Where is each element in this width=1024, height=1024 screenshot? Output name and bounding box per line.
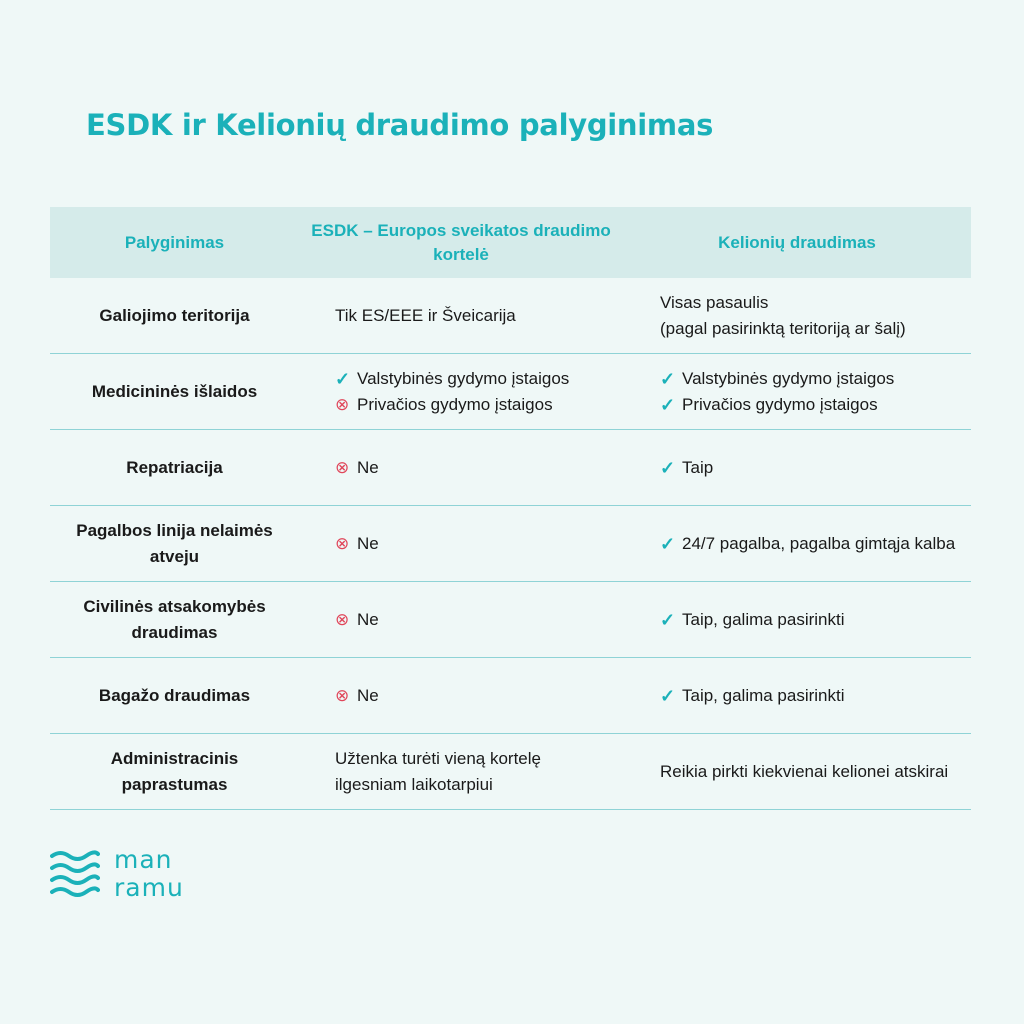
table-body [50,278,971,810]
cell-text: Užtenka turėti vieną kortelę ilgesniam laikotarpiui [335,748,541,794]
cell-line [335,531,613,557]
cross-circle-icon: ⊗ [335,394,350,414]
table-row [50,658,971,734]
cell-line [660,607,961,633]
travel-cell [623,683,971,709]
cell-text: Privačios gydymo įstaigos [357,394,553,414]
check-icon: ✓ [660,457,676,478]
cell-line [660,683,961,709]
cell-line [660,366,961,392]
cell-text: Ne [357,457,379,477]
row-label: Galiojimo teritorija [99,305,250,325]
esdk-cell [299,531,623,557]
travel-cell [623,366,971,418]
cell-text: Reikia pirkti kiekvienai kelionei atskirai [660,761,949,781]
check-icon: ✓ [660,609,676,630]
cell-text: 24/7 pagalba, pagalba gimtąja kalba [682,533,956,553]
cell-text: Taip, galima pasirinkti [682,685,845,705]
travel-cell [623,759,971,785]
cell-text: Ne [357,609,379,629]
row-label: Administracinis paprastumas [110,748,239,794]
cross-circle-icon: ⊗ [335,609,350,629]
logo-line-2: ramu [114,873,184,902]
row-label: Bagažo draudimas [98,685,251,705]
comparison-table [50,207,971,810]
cell-text: Taip [682,457,714,477]
travel-cell [623,607,971,633]
travel-cell [623,290,971,342]
table-row [50,582,971,658]
cell-line [335,455,613,481]
waves-icon [50,849,100,899]
header-esdk: ESDK – Europos sveikatos draudimo kortelė [311,220,611,264]
row-label: Pagalbos linija nelaimės atveju [76,520,273,566]
cell-text: (pagal pasirinktą teritoriją ar šalį) [660,318,906,338]
cross-circle-icon: ⊗ [335,685,350,705]
logo-line-1: man [114,845,173,874]
table-row [50,734,971,810]
cell-line [335,746,613,798]
cell-line [335,303,613,329]
table-row [50,506,971,582]
header-travel-insurance: Kelionių draudimas [718,232,876,252]
cell-line [660,290,961,316]
cell-line [335,683,613,709]
logo-wordmark [114,846,184,902]
table-row [50,278,971,354]
cell-text: Taip, galima pasirinkti [682,609,845,629]
cell-line [660,759,961,785]
esdk-cell [299,607,623,633]
cell-text: Ne [357,533,379,553]
esdk-cell [299,303,623,329]
esdk-cell [299,746,623,798]
cell-text: Valstybinės gydymo įstaigos [682,368,895,388]
cell-line [660,392,961,418]
cell-line [335,366,613,392]
logo [50,846,184,902]
cell-line [660,455,961,481]
travel-cell [623,531,971,557]
cell-text: Ne [357,685,379,705]
check-icon: ✓ [660,394,676,415]
esdk-cell [299,366,623,418]
cell-text: Valstybinės gydymo įstaigos [357,368,570,388]
cross-circle-icon: ⊗ [335,533,350,553]
cell-line [335,392,613,418]
esdk-cell [299,683,623,709]
cell-line [335,607,613,633]
cell-text: Tik ES/EEE ir Šveicarija [335,305,516,325]
page-title: ESDK ir Kelionių draudimo palyginimas [86,108,714,142]
check-icon: ✓ [660,685,676,706]
header-comparison: Palyginimas [124,232,225,252]
esdk-cell [299,455,623,481]
cell-line [660,531,961,557]
cell-text: Visas pasaulis [660,292,769,312]
check-icon: ✓ [660,368,676,389]
cell-line [660,316,961,342]
table-row [50,354,971,430]
row-label: Civilinės atsakomybės draudimas [83,596,266,642]
check-icon: ✓ [660,533,676,554]
table-row [50,430,971,506]
travel-cell [623,455,971,481]
row-label: Repatriacija [126,457,223,477]
check-icon: ✓ [335,368,351,389]
table-header-row [50,207,971,278]
cross-circle-icon: ⊗ [335,457,350,477]
row-label: Medicininės išlaidos [91,381,258,401]
cell-text: Privačios gydymo įstaigos [682,394,878,414]
